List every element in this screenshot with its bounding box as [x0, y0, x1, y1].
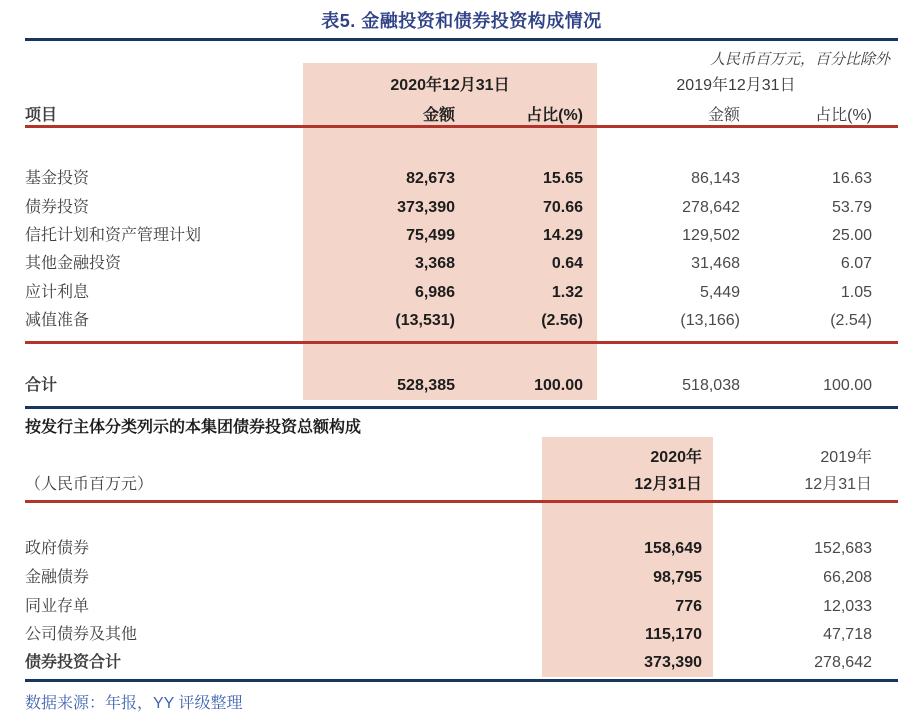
amount-2020: 6,986 — [414, 284, 455, 301]
divider-bottom — [25, 679, 898, 682]
year-2019: 2019年 — [820, 449, 872, 466]
divider-middle — [25, 406, 898, 409]
pct-2020: 0.64 — [551, 255, 583, 272]
rule-table2-header — [25, 500, 898, 503]
table-row — [0, 592, 923, 621]
amount-2019: 129,502 — [682, 227, 740, 244]
pct-2019: 1.05 — [840, 284, 872, 301]
pct-2019: 53.79 — [831, 199, 872, 216]
value-2020: 373,390 — [644, 654, 702, 671]
table-row — [0, 620, 923, 649]
unit-note: 人民币百万元，百分比除外 — [709, 51, 890, 68]
row-label: 金融债券 — [25, 569, 90, 586]
total-amount-2019: 518,038 — [682, 377, 740, 394]
row-label: 基金投资 — [25, 170, 90, 187]
value-2020: 776 — [675, 598, 702, 615]
pct-2020: 70.66 — [542, 199, 583, 216]
header-amount-2019: 金额 — [707, 107, 740, 124]
total-label: 合计 — [25, 377, 58, 394]
pct-2019: 16.63 — [831, 170, 872, 187]
header-pct-2020: 占比(%) — [526, 107, 583, 124]
row-label: 减值准备 — [25, 312, 90, 329]
pct-2020: 1.32 — [551, 284, 583, 301]
row-label: 债券投资合计 — [25, 654, 122, 671]
value-2019: 278,642 — [814, 654, 872, 671]
header-pct-2019: 占比(%) — [815, 107, 872, 124]
data-source-note: 数据来源：年报，YY 评级整理 — [25, 695, 243, 712]
total-amount-2020: 528,385 — [397, 377, 455, 394]
pct-2020: 15.65 — [542, 170, 583, 187]
value-2019: 66,208 — [823, 569, 872, 586]
amount-2020: 373,390 — [397, 199, 455, 216]
total-pct-2019: 100.00 — [823, 377, 872, 394]
table-row — [0, 563, 923, 592]
amount-2019: 86,143 — [691, 170, 740, 187]
date-2020: 12月31日 — [634, 476, 702, 493]
pct-2020: 14.29 — [542, 227, 583, 244]
table-row — [0, 221, 923, 250]
amount-2019: (13,166) — [680, 312, 740, 329]
table-row — [0, 164, 923, 193]
value-2019: 152,683 — [814, 540, 872, 557]
row-label: 应计利息 — [25, 284, 90, 301]
row-label: 政府债券 — [25, 540, 90, 557]
total-pct-2020: 100.00 — [534, 377, 583, 394]
row-label: 公司债券及其他 — [25, 626, 138, 643]
amount-2019: 5,449 — [699, 284, 740, 301]
table1-header-row — [0, 101, 923, 130]
section-title: 按发行主体分类列示的本集团债券投资总额构成 — [25, 419, 362, 436]
table-row — [0, 306, 923, 335]
value-2019: 47,718 — [823, 626, 872, 643]
table-row — [0, 193, 923, 222]
amount-2020: 75,499 — [406, 227, 455, 244]
amount-2020: (13,531) — [395, 312, 455, 329]
row-label: 其他金融投资 — [25, 255, 122, 272]
table2-header-line1 — [0, 443, 923, 469]
unit-label: （人民币百万元） — [25, 476, 154, 493]
pct-2020: (2.56) — [541, 312, 583, 329]
table2-header-line2 — [0, 470, 923, 496]
header-amount-2020: 金额 — [422, 107, 455, 124]
date-2019: 12月31日 — [804, 476, 872, 493]
year-2020: 2020年 — [650, 449, 702, 466]
row-label: 同业存单 — [25, 598, 90, 615]
table-row — [0, 534, 923, 563]
page-title: 表5. 金融投资和债券投资构成情况 — [321, 11, 602, 31]
table-row — [0, 249, 923, 278]
amount-2020: 82,673 — [406, 170, 455, 187]
column-group-2019: 2019年12月31日 — [676, 77, 796, 94]
column-group-2020: 2020年12月31日 — [390, 77, 510, 94]
amount-2019: 31,468 — [691, 255, 740, 272]
value-2020: 98,795 — [653, 569, 702, 586]
table-row — [0, 278, 923, 307]
value-2020: 115,170 — [645, 626, 702, 643]
total-row — [0, 648, 923, 677]
pct-2019: (2.54) — [830, 312, 872, 329]
rule-table1-total — [25, 341, 898, 344]
row-label: 债券投资 — [25, 199, 90, 216]
header-item: 项目 — [25, 107, 58, 124]
pct-2019: 6.07 — [840, 255, 872, 272]
divider-top — [25, 38, 898, 41]
amount-2020: 3,368 — [414, 255, 455, 272]
amount-2019: 278,642 — [682, 199, 740, 216]
total-row — [0, 371, 923, 400]
value-2020: 158,649 — [644, 540, 702, 557]
row-label: 信托计划和资产管理计划 — [25, 227, 202, 244]
value-2019: 12,033 — [823, 598, 872, 615]
pct-2019: 25.00 — [831, 227, 872, 244]
